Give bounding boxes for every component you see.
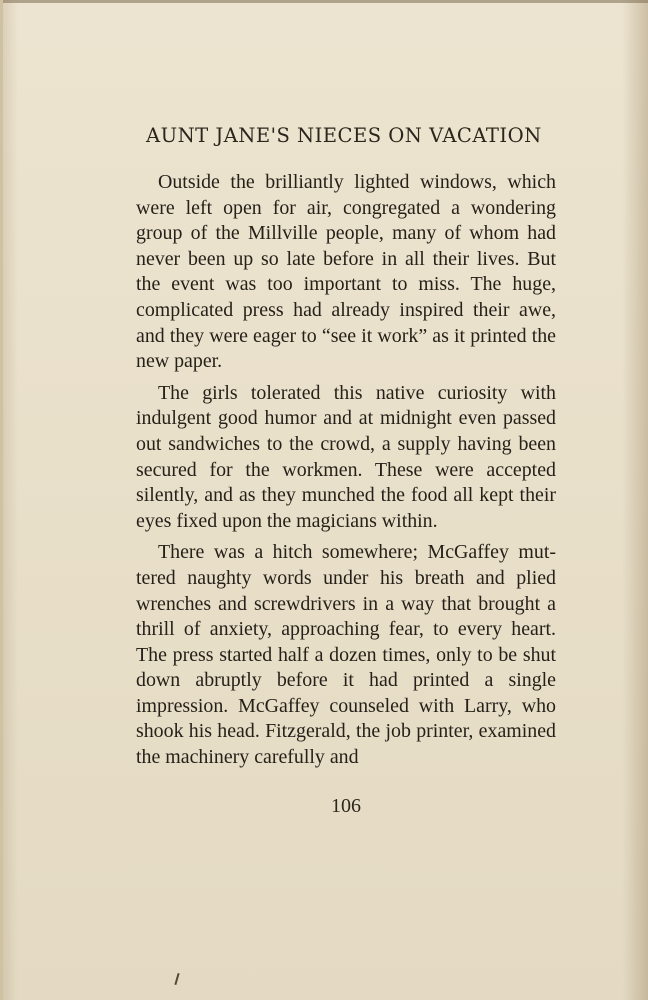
paragraph-2: The girls tolerated this native curiosity with indulgent good humor and at midnight even passed out sandwiches to the crowd, a supply having been secured for the workmen. These were accepted silently, and as they munched the food all kept their eyes fixed upon the magicians within. (136, 381, 556, 532)
page-number: 106 (331, 795, 361, 817)
running-header-title: AUNT JANE'S NIECES ON VACATION (146, 124, 542, 147)
paragraph-3: There was a hitch somewhere; McGaffey muttered naughty words under his breath and plied wrenches and screwdrivers in a way that brought a thrill of anxiety, approaching fear, to every heart. The press started half a dozen times, only to be shut down abruptly before it had printed a single impression. McGaffey counseled with Larry, who shook his head. Fitzgerald, the job printer, examined the machinery carefully and (136, 541, 556, 769)
page-left-edge (0, 0, 3, 1000)
ink-speck (174, 973, 179, 985)
body-text (136, 170, 556, 771)
page-top-edge (0, 0, 648, 3)
paragraph-1: Outside the brilliantly lighted windows, which were left open for air, congregated a wondering group of the Millville people, many of whom had never been up so late before in all their lives. But the event was too important to miss. The huge, complicated press had already inspired their awe, and they were eager to “see it work” as it printed the new paper. (136, 171, 556, 373)
